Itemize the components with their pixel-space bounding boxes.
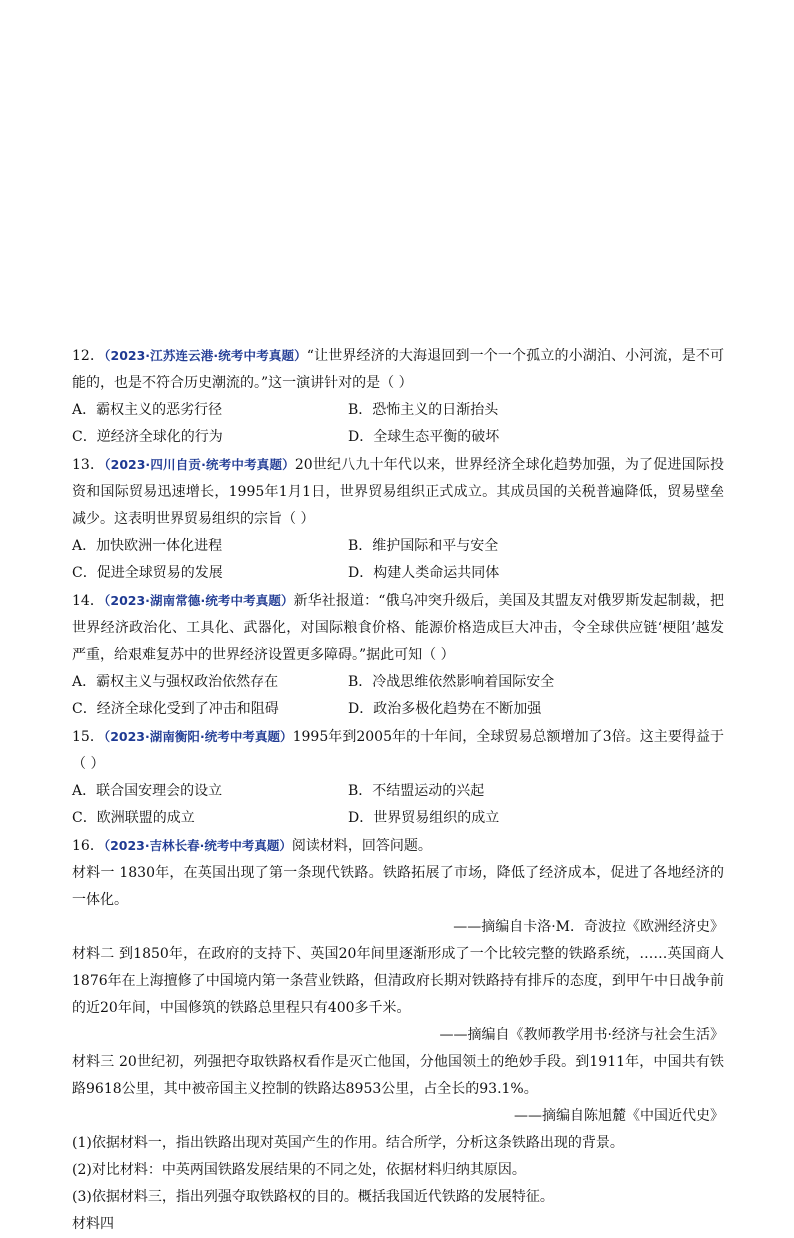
material-1: 材料一 1830年，在英国出现了第一条现代铁路。铁路拓展了市场，降低了经济成本，促进了各地经济的一体化。 (72, 865, 724, 908)
question-source: （2023·四川自贡·统考中考真题） (104, 457, 295, 472)
option-d: D．构建人类命运共同体 (348, 565, 500, 581)
option-grid (72, 669, 724, 723)
option-b: B．冷战思维依然影响着国际安全 (348, 674, 555, 690)
question-12 (72, 342, 724, 451)
option-b: B．不结盟运动的兴起 (348, 783, 485, 799)
question-number: 14． (72, 593, 105, 609)
subquestion-2: (2)对比材料：中英两国铁路发展结果的不同之处，依据材料归纳其原因。 (72, 1162, 526, 1178)
question-source: （2023·湖南衡阳·统考中考真题） (103, 729, 293, 744)
question-stem: 阅读材料，回答问题。 (291, 838, 432, 854)
option-grid (72, 397, 724, 451)
option-b: B．恐怖主义的日渐抬头 (348, 402, 499, 418)
option-c: C．促进全球贸易的发展 (72, 565, 223, 581)
option-c: C．欧洲联盟的成立 (72, 810, 195, 826)
question-stem: 20世纪八九十年代以来，世界经济全球化趋势加强，为了促进国际投资和国际贸易迅速增长，1995年1月1日，世界贸易组织正式成立。其成员国的关税普遍降低，贸易壁垒减少。这表明世界贸易组织的宗旨（ ） (72, 457, 724, 527)
option-a: A．加快欧洲一体化进程 (72, 538, 223, 554)
subquestion-3: (3)依据材料三，指出列强夺取铁路权的目的。概括我国近代铁路的发展特征。 (72, 1189, 554, 1205)
option-d: D．政治多极化趋势在不断加强 (348, 701, 542, 717)
question-stem: 1995年到2005年的十年间，全球贸易总额增加了3倍。这主要得益于（ ） (72, 729, 724, 772)
option-grid (72, 533, 724, 587)
material-2-citation: ——摘编自《教师教学用书·经济与社会生活》 (439, 1027, 724, 1043)
question-stem: “让世界经济的大海退回到一个一个孤立的小湖泊、小河流，是不可能的，也是不符合历史潮流的。”这一演讲针对的是（ ） (72, 348, 724, 391)
question-14 (72, 587, 724, 723)
material-3: 材料三 20世纪初，列强把夺取铁路权看作是灭亡他国，分他国领土的绝妙手段。到1911年，中国共有铁路9618公里，其中被帝国主义控制的铁路达8953公里，占全长的93.1%。 (72, 1054, 724, 1097)
option-c: C．逆经济全球化的行为 (72, 429, 223, 445)
option-b: B．维护国际和平与安全 (348, 538, 499, 554)
question-stem: 新华社报道：“俄乌冲突升级后，美国及其盟友对俄罗斯发起制裁，把世界经济政治化、工具化、武器化，对国际粮食价格、能源价格造成巨大冲击，令全球供应链‘梗阻’越发严重，给艰难复苏中的世界经济设置更多障碍。”据此可知（ ） (72, 593, 724, 663)
question-source: （2023·江苏连云港·统考中考真题） (104, 348, 307, 363)
material-2: 材料二 到1850年，在政府的支持下、英国20年间里逐渐形成了一个比较完整的铁路系统，……英国商人1876年在上海擅修了中国境内第一条营业铁路，但清政府长期对铁路持有排斥的态度，到甲午中日战争前的近20年间，中国修筑的铁路总里程只有400多千米。 (72, 946, 724, 1016)
question-list (72, 342, 724, 1238)
option-a: A．霸权主义的恶劣行径 (72, 402, 223, 418)
question-16 (72, 832, 724, 1238)
question-15 (72, 723, 724, 832)
material-3-citation: ——摘编自陈旭麓《中国近代史》 (514, 1108, 724, 1124)
question-source: （2023·吉林长春·统考中考真题） (103, 838, 292, 853)
option-c: C．经济全球化受到了冲击和阻碍 (72, 701, 279, 717)
question-number: 12． (72, 348, 105, 364)
material-4-heading: 材料四 (72, 1216, 114, 1232)
option-d: D．世界贸易组织的成立 (348, 810, 500, 826)
question-13 (72, 451, 724, 587)
option-grid (72, 778, 724, 832)
subquestion-1: (1)依据材料一，指出铁路出现对英国产生的作用。结合所学，分析这条铁路出现的背景。 (72, 1135, 624, 1151)
option-a: A．联合国安理会的设立 (72, 783, 223, 799)
question-number: 13． (72, 457, 105, 473)
material-1-citation: ——摘编自卡洛·M．奇波拉《欧洲经济史》 (453, 919, 724, 935)
question-number: 16． (72, 838, 104, 854)
option-a: A．霸权主义与强权政治依然存在 (72, 674, 279, 690)
option-d: D．全球生态平衡的破坏 (348, 429, 500, 445)
question-number: 15． (72, 729, 104, 745)
question-source: （2023·湖南常德·统考中考真题） (104, 593, 294, 608)
